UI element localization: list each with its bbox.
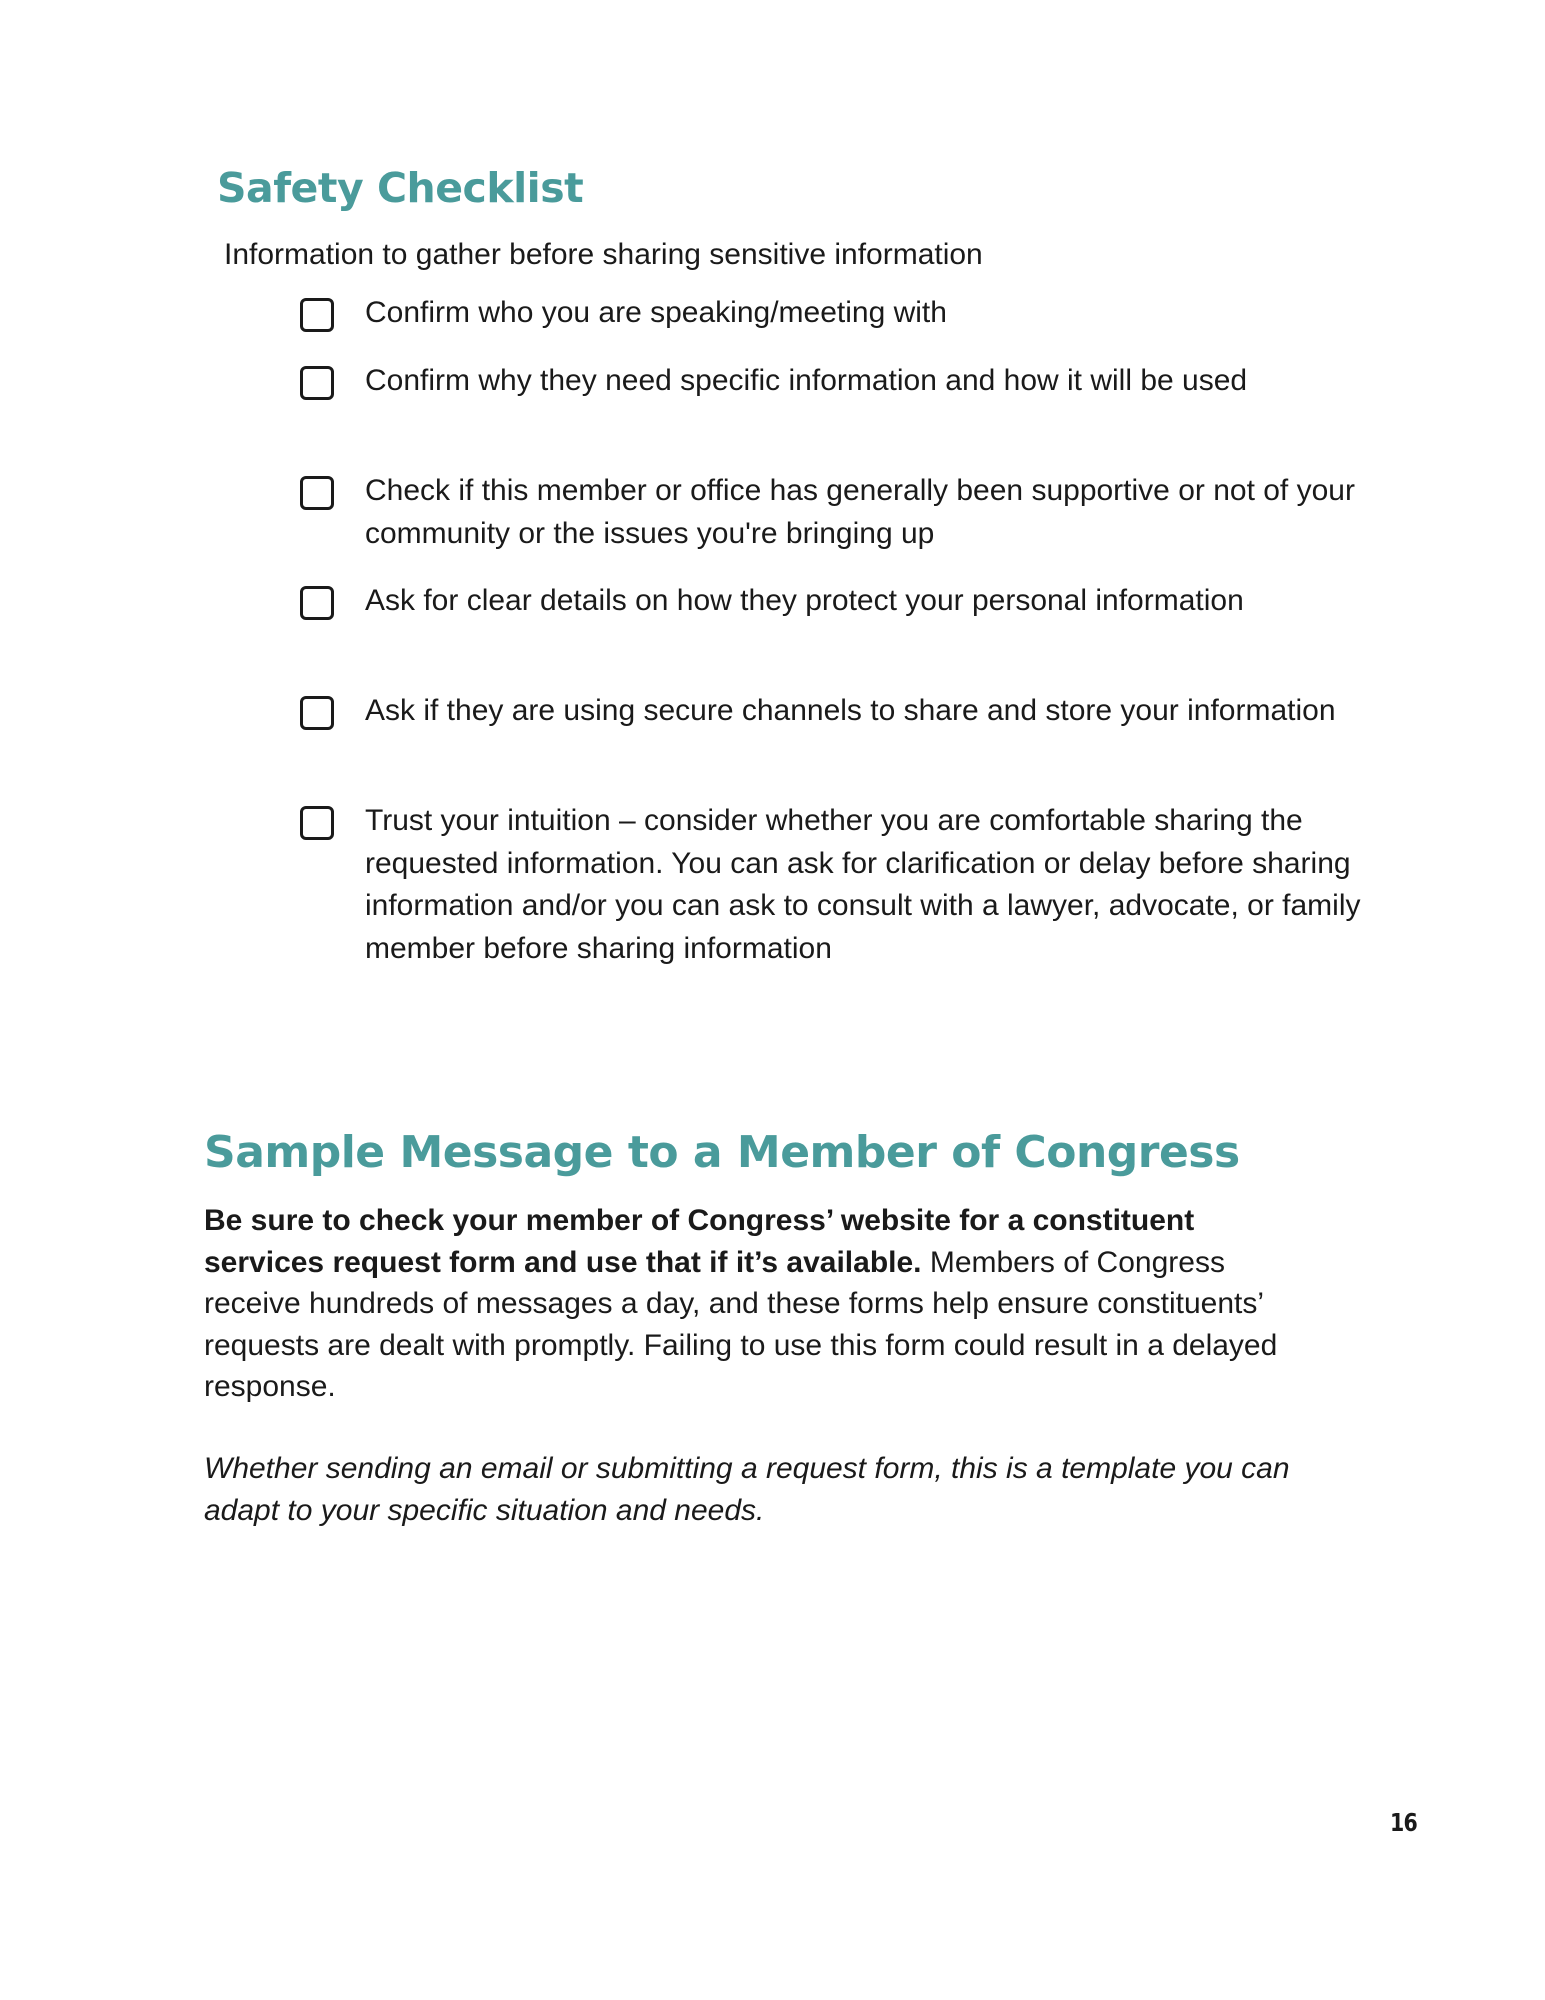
- checkbox[interactable]: [300, 366, 334, 400]
- instructions-body-text: Members of Congress receive hundreds of messages a day, and these forms help ensure constituents’ requests are dealt with promptly. Failing to use this form could result in a delayed response.: [204, 1245, 1278, 1403]
- checklist-item-text: Trust your intuition – consider whether you are comfortable sharing the requested information. You can ask for clarification or delay before sharing information and/or you can ask to consult with a lawyer, advocate, or family member before sharing information: [365, 804, 1361, 965]
- checkbox[interactable]: [300, 476, 334, 510]
- sample-message-heading: Sample Message to a Member of Congress: [204, 1127, 1240, 1178]
- template-note: Whether sending an email or submitting a request form, this is a template you can adapt to your specific situation and needs.: [204, 1452, 1290, 1527]
- checkbox[interactable]: [300, 586, 334, 620]
- page-number: 16: [1390, 1808, 1417, 1837]
- instructions-bold-text: Be sure to check your member of Congress’ website for a constituent services request form and use that if it’s available.: [204, 1204, 1195, 1279]
- checkbox[interactable]: [300, 806, 334, 840]
- checkbox[interactable]: [300, 298, 334, 332]
- safety-checklist-heading: Safety Checklist: [217, 164, 584, 212]
- sample-message-instructions: [204, 1200, 1314, 1408]
- checklist-item-text: Ask for clear details on how they protect your personal information: [365, 584, 1244, 617]
- checklist-item-text: Ask if they are using secure channels to share and store your information: [365, 694, 1336, 727]
- checklist-item-text: Confirm who you are speaking/meeting with: [365, 296, 947, 329]
- checkbox[interactable]: [300, 696, 334, 730]
- checklist-item-text: Confirm why they need specific information and how it will be used: [365, 364, 1248, 397]
- safety-checklist-intro: Information to gather before sharing sensitive information: [224, 238, 983, 271]
- checklist-item-text: Check if this member or office has generally been supportive or not of your community or the issues you're bringing up: [365, 474, 1355, 550]
